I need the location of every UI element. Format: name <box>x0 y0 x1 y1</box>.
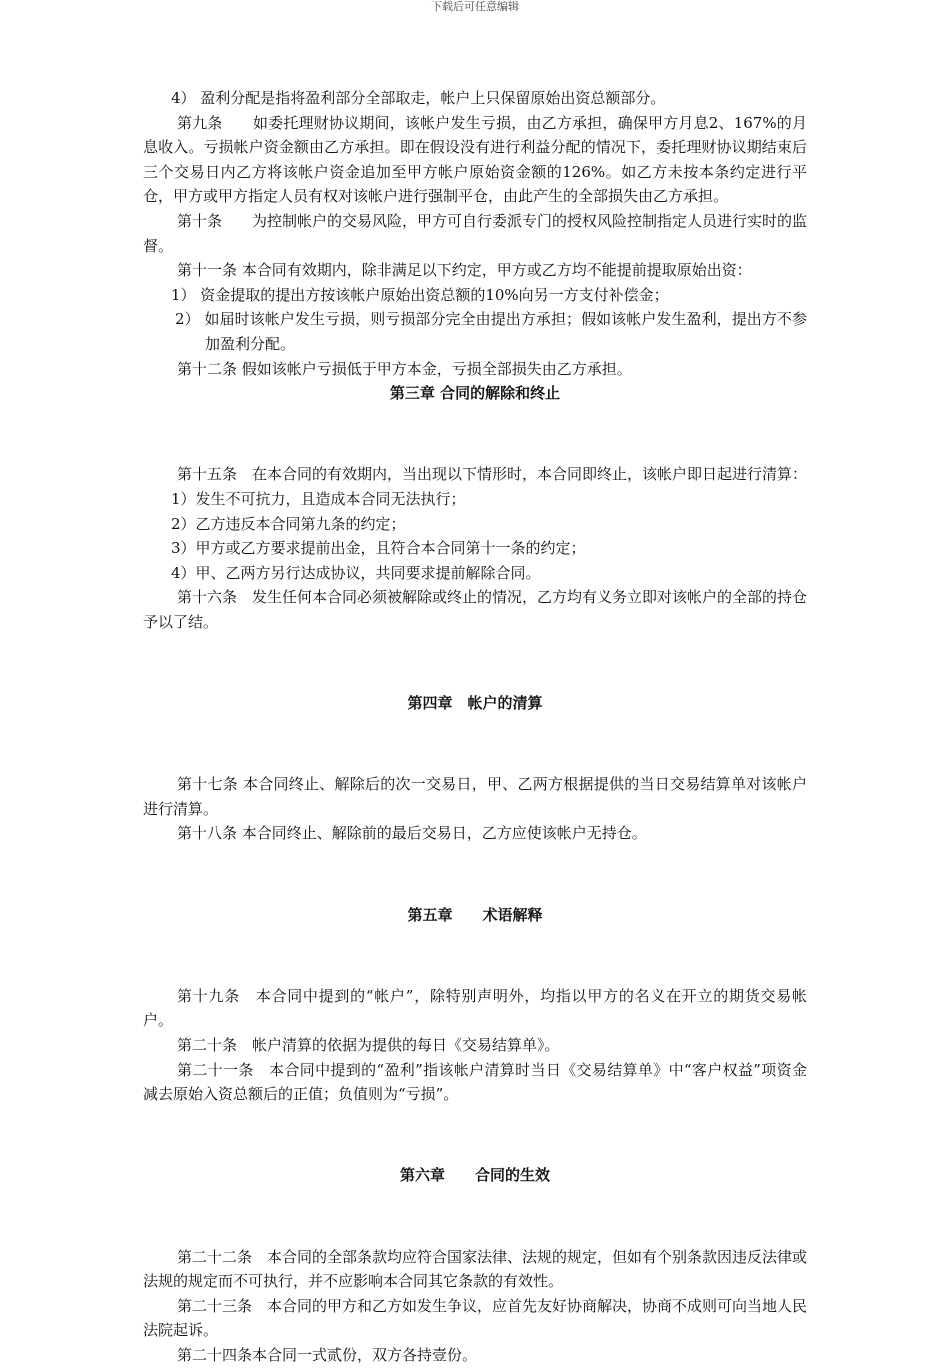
chapter-heading: 第五章 术语解释 <box>407 905 543 924</box>
article-paragraph: 第十一条 本合同有效期内，除非满足以下约定，甲方或乙方均不能提前提取原始出资： <box>177 261 752 280</box>
paragraph-spacer <box>143 1204 807 1229</box>
article-paragraph: 第二十二条 本合同的全部条款均应符合国家法律、法规的规定，但如有个别条款因违反法律或法规的规定而不可执行，并不应影响本合同其它条款的有效性。 <box>143 1247 808 1291</box>
page-header-note: 下载后可任意编辑 <box>431 0 519 13</box>
chapter-heading: 第六章 合同的生效 <box>399 1166 550 1185</box>
paragraph-spacer <box>143 650 807 675</box>
paragraph-spacer <box>143 943 807 968</box>
list-item: 2） 如届时该帐户发生亏损，则亏损部分完全由提出方承担；假如该帐户发生盈利，提出方不参加盈利分配。 <box>175 310 807 353</box>
list-item: 1）发生不可抗力，且造成本合同无法执行； <box>171 489 466 508</box>
article-paragraph: 第九条 如委托理财协议期间，该帐户发生亏损，由乙方承担，确保甲方月息2、167%的月息收入。亏损帐户资金额由乙方承担。即在假设没有进行利益分配的情况下，委托理财协议期结束后三个交易日内乙方将该帐户资金追加至甲方帐户原始资金额的126%。如乙方未按本条约定进行平仓，甲方或甲方指定人员有权对该帐户进行强制平仓，由此产生的全部损失由乙方承担。 <box>143 113 807 206</box>
article-paragraph: 第十七条 本合同终止、解除后的次一交易日，甲、乙两方根据提供的当日交易结算单对该帐户进行清算。 <box>143 775 807 818</box>
article-paragraph: 第十六条 发生任何本合同必须被解除或终止的情况，乙方均有义务立即对该帐户的全部的持仓予以了结。 <box>143 588 808 631</box>
paragraph-spacer <box>143 1123 807 1148</box>
paragraph-spacer <box>143 732 807 757</box>
list-item: 4） 盈利分配是指将盈利部分全部取走，帐户上只保留原始出资总额部分。 <box>171 89 666 107</box>
paragraph-spacer <box>143 862 807 887</box>
list-item: 1） 资金提取的提出方按该帐户原始出资总额的10%向另一方支付补偿金； <box>171 285 669 304</box>
article-paragraph: 第十八条 本合同终止、解除前的最后交易日，乙方应使该帐户无持仓。 <box>177 824 647 843</box>
article-paragraph: 第二十一条 本合同中提到的“盈利”指该帐户清算时当日《交易结算单》中“客户权益”项资金减去原始入资总额后的正值；负值则为“亏损”。 <box>143 1060 807 1104</box>
list-item: 4）甲、乙两方另行达成协议，共同要求提前解除合同。 <box>171 563 541 582</box>
contract-body <box>143 86 807 1368</box>
article-paragraph: 第二十四条本合同一式贰份，双方各持壹份。 <box>177 1345 478 1364</box>
article-paragraph: 第十五条 在本合同的有效期内，当出现以下情形时，本合同即终止，该帐户即日起进行清算： <box>177 465 808 484</box>
article-paragraph: 第十条 为控制帐户的交易风险，甲方可自行委派专门的授权风险控制指定人员进行实时的监督。 <box>143 211 808 255</box>
article-paragraph: 第十九条 本合同中提到的“帐户”，除特别声明外，均指以甲方的名义在开立的期货交易帐户。 <box>143 986 807 1030</box>
article-paragraph: 第二十条 帐户清算的依据为提供的每日《交易结算单》。 <box>177 1036 560 1054</box>
chapter-heading: 第三章 合同的解除和终止 <box>389 384 561 403</box>
article-paragraph: 第二十三条 本合同的甲方和乙方如发生争议，应首先友好协商解决，协商不成则可向当地人民法院起诉。 <box>143 1296 808 1340</box>
list-item: 2）乙方违反本合同第九条的约定； <box>171 514 406 533</box>
list-item: 3）甲方或乙方要求提前出金，且符合本合同第十一条的约定； <box>171 539 586 558</box>
paragraph-spacer <box>143 422 807 447</box>
chapter-heading: 第四章 帐户的清算 <box>407 694 543 713</box>
article-paragraph: 第十二条 假如该帐户亏损低于甲方本金，亏损全部损失由乙方承担。 <box>177 359 632 378</box>
